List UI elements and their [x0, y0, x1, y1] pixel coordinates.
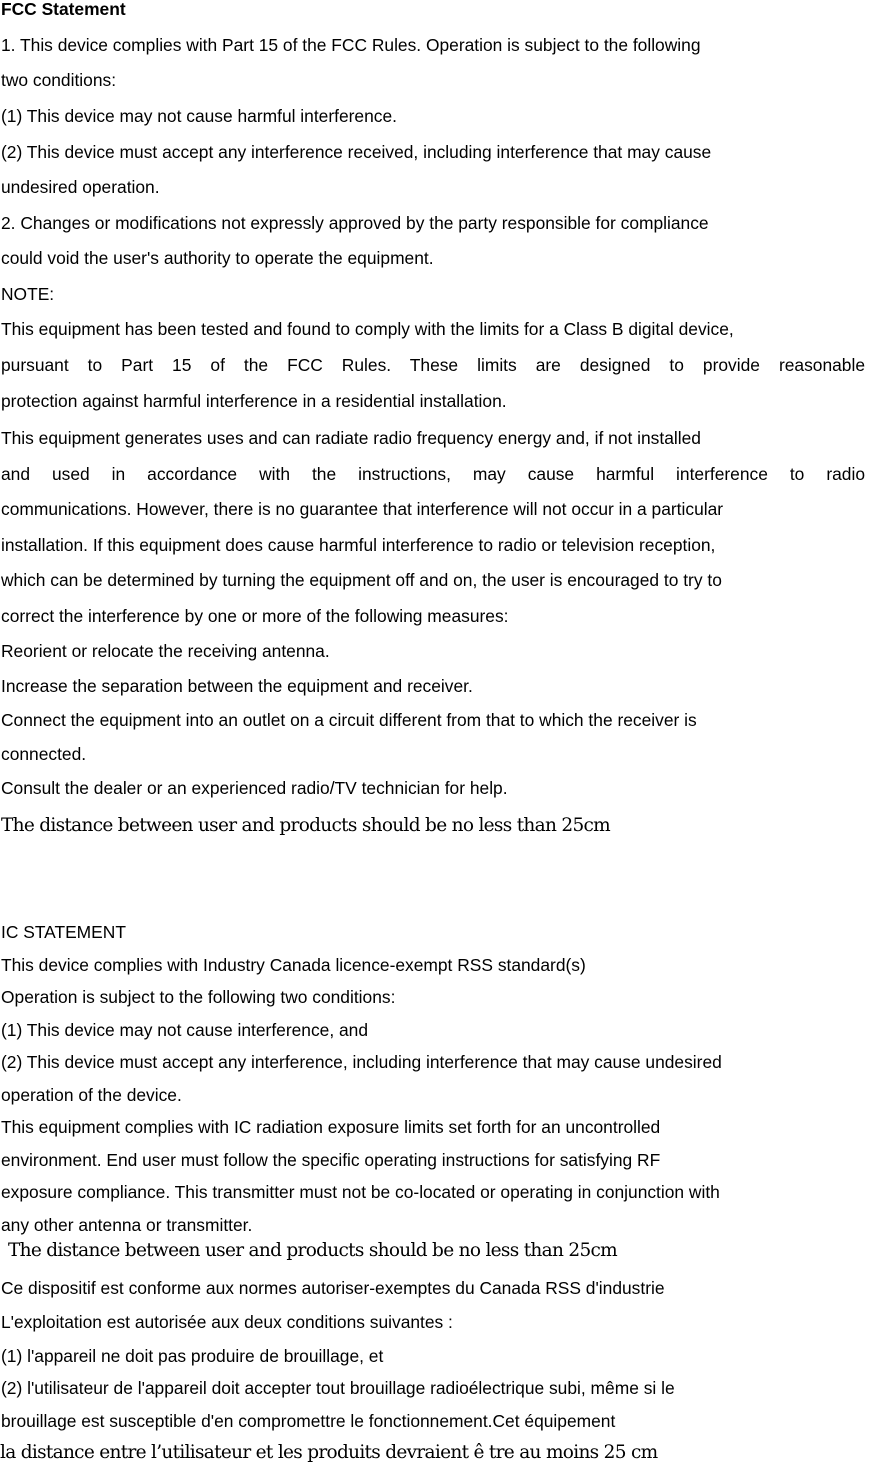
ic-title: IC STATEMENT [1, 922, 126, 942]
fcc-line: and used in accordance with the instructions, may cause harmful interference to radio [1, 464, 865, 484]
fcc-measure: Consult the dealer or an experienced radio/TV technician for help. [1, 778, 508, 798]
fcc-measure: Increase the separation between the equipment and receiver. [1, 676, 473, 696]
ic-french-line: (1) l'appareil ne doit pas produire de brouillage, et [1, 1346, 384, 1366]
fcc-title: FCC Statement [1, 0, 126, 19]
fcc-measure: Connect the equipment into an outlet on a circuit different from that to which the receiver is [1, 710, 697, 730]
fcc-line: (2) This device must accept any interference received, including interference that may cause [1, 142, 712, 162]
fcc-measure: Reorient or relocate the receiving antenna. [1, 641, 330, 661]
fcc-line: 1. This device complies with Part 15 of the FCC Rules. Operation is subject to the following [1, 35, 701, 55]
fcc-distance-note: The distance between user and products should be no less than 25cm [1, 815, 611, 836]
ic-french-line: brouillage est susceptible d'en compromettre le fonctionnement.Cet équipement [1, 1411, 616, 1431]
fcc-line: could void the user's authority to operate the equipment. [1, 248, 434, 268]
fcc-line: which can be determined by turning the equipment off and on, the user is encouraged to try to [1, 570, 722, 590]
ic-line: (1) This device may not cause interference, and [1, 1020, 369, 1040]
ic-line: This device complies with Industry Canada licence-exempt RSS standard(s) [1, 955, 586, 975]
fcc-note-label: NOTE: [1, 284, 55, 304]
ic-french-distance-note: la distance entre l’utilisateur et les produits devraient ê tre au moins 25 cm [0, 1442, 658, 1463]
fcc-line: undesired operation. [1, 177, 160, 197]
fcc-line: communications. However, there is no guarantee that interference will not occur in a particular [1, 499, 724, 519]
fcc-line: (1) This device may not cause harmful interference. [1, 106, 397, 126]
fcc-line: correct the interference by one or more of the following measures: [1, 606, 509, 626]
ic-line: exposure compliance. This transmitter must not be co-located or operating in conjunction with [1, 1182, 720, 1202]
ic-line: Operation is subject to the following two conditions: [1, 987, 396, 1007]
ic-french-line: Ce dispositif est conforme aux normes autoriser-exemptes du Canada RSS d'industrie [1, 1278, 665, 1298]
ic-line: any other antenna or transmitter. [1, 1215, 253, 1235]
fcc-line: two conditions: [1, 70, 117, 90]
fcc-line: connected. [1, 744, 87, 764]
ic-line: operation of the device. [1, 1085, 182, 1105]
ic-french-line: L'exploitation est autorisée aux deux conditions suivantes : [1, 1312, 453, 1332]
fcc-line: This equipment generates uses and can radiate radio frequency energy and, if not installed [1, 428, 701, 448]
fcc-line: protection against harmful interference in a residential installation. [1, 391, 507, 411]
fcc-line: installation. If this equipment does cause harmful interference to radio or television reception, [1, 535, 716, 555]
ic-line: (2) This device must accept any interference, including interference that may cause undesired [1, 1052, 722, 1072]
fcc-line: 2. Changes or modifications not expressly approved by the party responsible for compliance [1, 213, 709, 233]
ic-line: This equipment complies with IC radiation exposure limits set forth for an uncontrolled [1, 1117, 661, 1137]
fcc-line: This equipment has been tested and found to comply with the limits for a Class B digital device, [1, 319, 734, 339]
ic-line: environment. End user must follow the specific operating instructions for satisfying RF [1, 1150, 661, 1170]
fcc-line: pursuant to Part 15 of the FCC Rules. These limits are designed to provide reasonable [1, 355, 865, 375]
ic-distance-note: The distance between user and products should be no less than 25cm [8, 1240, 618, 1261]
ic-french-line: (2) l'utilisateur de l'appareil doit accepter tout brouillage radioélectrique subi, même si le [1, 1378, 675, 1398]
